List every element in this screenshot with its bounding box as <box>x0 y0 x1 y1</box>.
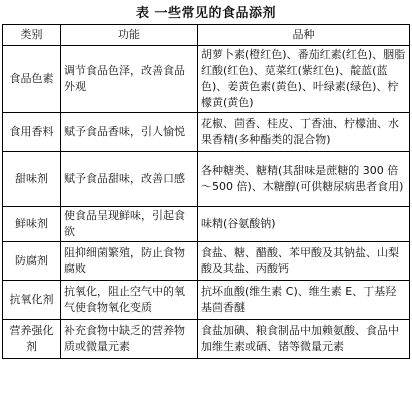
table-row <box>3 46 410 113</box>
function-cell: 调节食品色泽，改善食品外观 <box>61 46 198 113</box>
table-row <box>3 242 410 281</box>
varieties-cell: 食盐、糖、醋酸、苯甲酸及其钠盐、山梨酸及其盐、丙酸钙 <box>198 242 410 281</box>
table-row <box>3 207 410 242</box>
varieties-cell: 胡萝卜素(橙红色)、番茄红素(红色)、胭脂红酸(红色)、苋菜红(紫红色)、靛蓝(蓝色)、姜黄色素(黄色)、叶绿素(绿色)、柠檬黄(黄色) <box>198 46 410 113</box>
varieties-cell: 味精(谷氨酸钠) <box>198 207 410 242</box>
table-row <box>3 152 410 207</box>
varieties-cell: 食盐加碘、粮食制品中加赖氨酸、食品中加维生素或硒、锗等微量元素 <box>198 320 410 359</box>
table-title: 表 一些常见的食品添剂 <box>135 6 277 21</box>
table-row <box>3 281 410 320</box>
category-cell: 营养强化剂 <box>3 320 61 359</box>
category-cell: 食品色素 <box>3 46 61 113</box>
function-cell: 赋予食品香味，引人愉悦 <box>61 113 198 152</box>
function-cell: 使食品呈现鲜味，引起食欲 <box>61 207 198 242</box>
table-header-row <box>3 25 410 46</box>
function-cell: 补充食物中缺乏的营养物质或微量元素 <box>61 320 198 359</box>
varieties-cell: 花椒、茴香、桂皮、丁香油、柠檬油、水果香精(多种酯类的混合物) <box>198 113 410 152</box>
category-cell: 抗氧化剂 <box>3 281 61 320</box>
function-cell: 赋予食品甜味，改善口感 <box>61 152 198 207</box>
varieties-cell: 抗坏血酸(维生素 C)、维生素 E、丁基羟基茴香醚 <box>198 281 410 320</box>
category-cell: 鲜味剂 <box>3 207 61 242</box>
function-cell: 阻抑细菌繁殖，防止食物腐败 <box>61 242 198 281</box>
header-category: 类别 <box>3 25 61 46</box>
function-cell: 抗氧化，阻止空气中的氧气使食物氧化变质 <box>61 281 198 320</box>
header-function: 功能 <box>61 25 198 46</box>
varieties-cell: 各种糖类、糖精(其甜味是蔗糖的 300 倍～500 倍)、木糖醇(可供糖尿病患者食用) <box>198 152 410 207</box>
category-cell: 甜味剂 <box>3 152 61 207</box>
header-varieties: 品种 <box>198 25 410 46</box>
category-cell: 食用香料 <box>3 113 61 152</box>
food-additives-table <box>2 24 410 359</box>
table-row <box>3 113 410 152</box>
table-row <box>3 320 410 359</box>
category-cell: 防腐剂 <box>3 242 61 281</box>
